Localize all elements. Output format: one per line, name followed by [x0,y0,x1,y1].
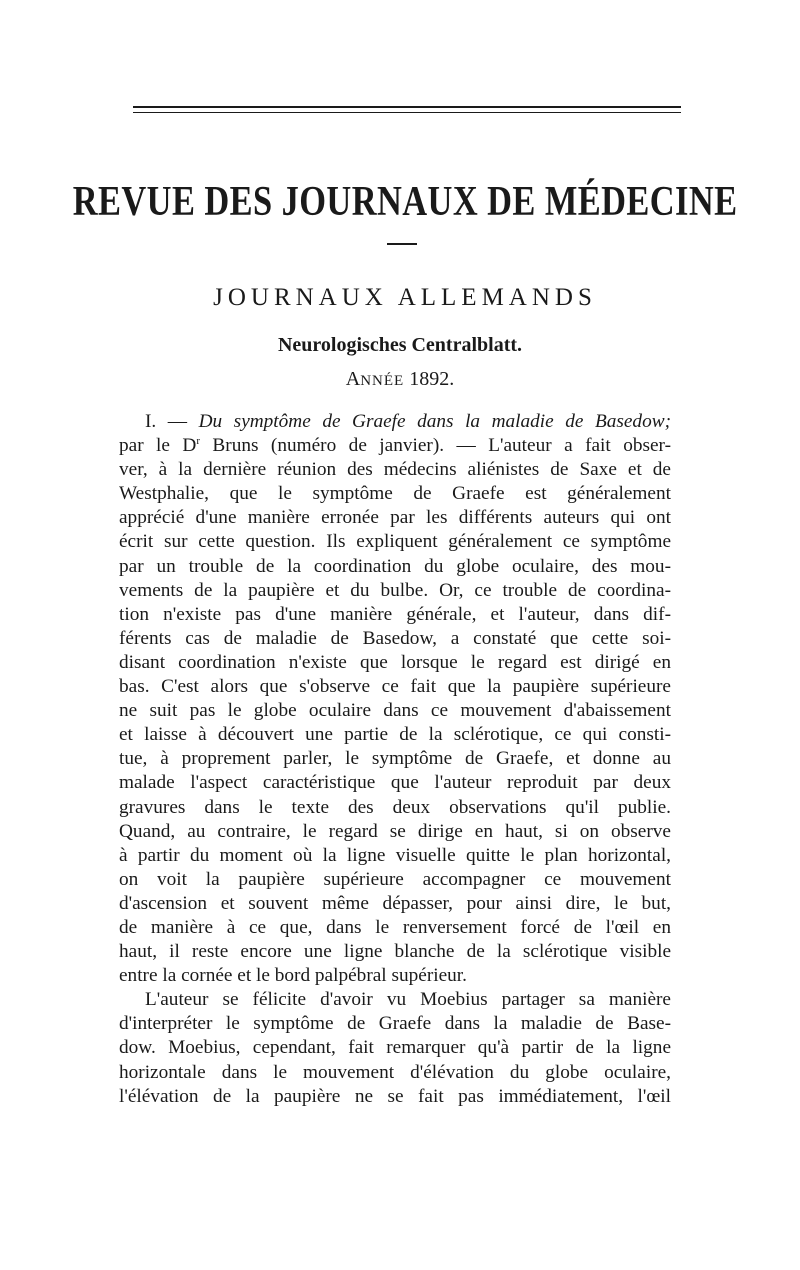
body-line: gravures dans le texte des deux observations qu'il publie. [119,796,671,818]
author-prefix: par le D [119,435,197,457]
article-title: Du symptôme de Graefe dans la maladie de Basedow; [198,411,671,432]
title-separator [387,243,417,245]
body-line: écrit sur cette question. Ils expliquent généralement ce symptôme [119,531,671,553]
body-line: Quand, au contraire, le regard se dirige en haut, si on observe [119,820,671,842]
paragraph2-line: L'auteur se félicite d'avoir vu Moebius partager sa manière [145,989,671,1011]
article-body [119,410,671,1109]
header-double-rule-bottom [133,112,681,113]
body-line: haut, il reste encore une ligne blanche de la sclérotique visible [119,941,671,963]
year-prefix-rest: NNÉE [360,373,405,389]
main-title: REVUE DES JOURNAUX DE MÉDECINE [72,179,738,225]
body-line: vements de la paupière et du bulbe. Or, ce trouble de coordina- [119,579,671,601]
body-line: apprécié d'une manière erronée par les différents auteurs qui ont [119,507,671,529]
body-line: bas. C'est alors que s'observe ce fait que la paupière supérieure [119,676,671,698]
article-number: I. — [145,411,188,432]
year-value: 1892. [409,368,455,390]
body-line: à partir du moment où la ligne visuelle quitte le plan horizontal, [119,844,671,866]
header-double-rule-top [133,106,681,108]
year-line [0,368,800,391]
body-line: Westphalie, que le symptôme de Graefe est généralement [119,483,671,505]
body-line-text: Bruns (numéro de janvier). — L'auteur a fait obser- [200,435,671,457]
body-line: disant coordination n'existe que lorsque le regard est dirigé en [119,651,671,673]
body-line: par un trouble de la coordination du globe oculaire, des mou- [119,555,671,577]
journal-title: Neurologisches Centralblatt. [277,334,523,356]
body-line: tue, à proprement parler, le symptôme de Graefe, et donne au [119,748,671,770]
body-line: tion n'existe pas d'une manière générale, et l'auteur, dans dif- [119,603,671,625]
body-line: de manière à ce que, dans le renversement forcé de l'œil en [119,916,671,938]
paragraph2-line: dow. Moebius, cependant, fait remarquer qu'à partir de la ligne [119,1037,671,1059]
body-line: d'ascension et souvent même dépasser, pour ainsi dire, le but, [119,892,671,914]
body-line: malade l'aspect caractéristique que l'auteur reproduit par deux [119,772,671,794]
paragraph2-line: d'interpréter le symptôme de Graefe dans la maladie de Base- [119,1013,671,1035]
year-prefix-initial: A [345,368,361,390]
article-heading-line [119,410,671,434]
body-line: et laisse à découvert une partie de la sclérotique, ce qui consti- [119,724,671,746]
paragraph2-line: l'élévation de la paupière ne se fait pas immédiatement, l'œil [119,1085,671,1107]
author-sup: r [196,435,200,448]
body-line: ne suit pas le globe oculaire dans ce mouvement d'abaissement [119,700,671,722]
body-line: férents cas de maladie de Basedow, a constaté que cette soi- [119,627,671,649]
body-line: on voit la paupière supérieure accompagner ce mouvement [119,868,671,890]
body-line [119,434,671,458]
body-line: entre la cornée et le bord palpébral supérieur. [119,965,467,987]
paragraph2-line: horizontale dans le mouvement d'élévation du globe oculaire, [119,1061,671,1083]
body-line: ver, à la dernière réunion des médecins aliénistes de Saxe et de [119,459,671,481]
section-title: JOURNAUX ALLEMANDS [213,284,597,311]
